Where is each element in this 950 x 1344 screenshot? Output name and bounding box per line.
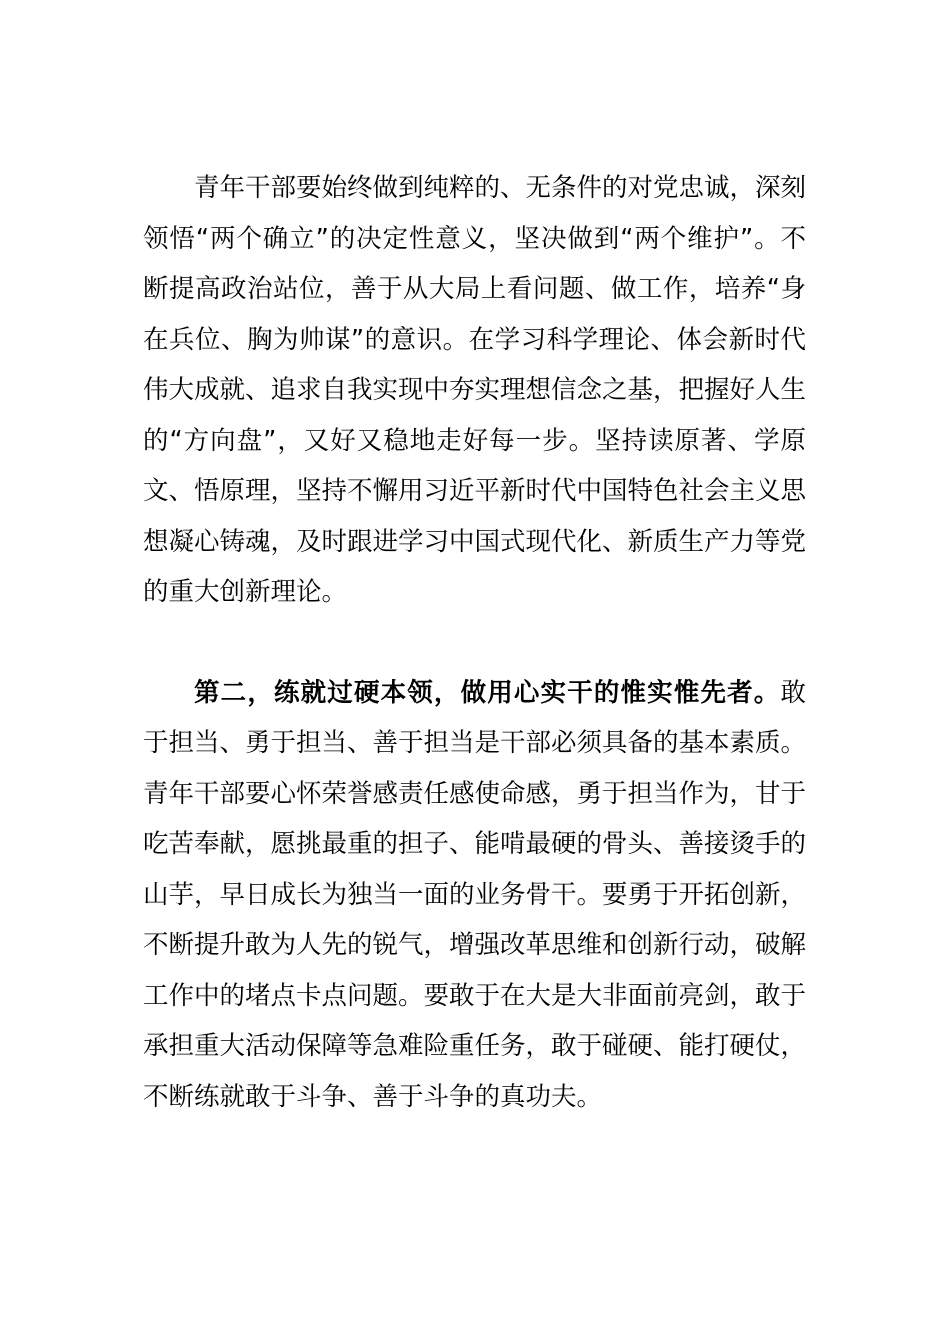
paragraph-text: 敢于担当、勇于担当、善于担当是干部必须具备的基本素质。青年干部要心怀荣誉感责任感使命感，勇于担当作为，甘于吃苦奉献，愿挑最重的担子、能啃最硬的骨头、善接烫手的山芋，早日成长为独当一面的业务骨干。要勇于开拓创新，不断提升敢为人先的锐气，增强改革思维和创新行动，破解工作中的堵点卡点问题。要敢于在大是大非面前亮剑，敢于承担重大活动保障等急难险重任务，敢于碰硬、能打硬仗，不断练就敢于斗争、善于斗争的真功夫。 [143, 677, 807, 1112]
document-body [143, 163, 806, 1122]
paragraph-loyalty [143, 163, 806, 618]
paragraph-text: 青年干部要始终做到纯粹的、无条件的对党忠诚，深刻领悟“两个确立”的决定性意义，坚决做到“两个维护”。不断提高政治站位，善于从大局上看问题、做工作，培养“身在兵位、胸为帅谋”的意识。在学习科学理论、体会新时代伟大成就、追求自我实现中夯实理想信念之基，把握好人生的“方向盘”，又好又稳地走好每一步。坚持读原著、学原文、悟原理，坚持不懈用习近平新时代中国特色社会主义思想凝心铸魂，及时跟进学习中国式现代化、新质生产力等党的重大创新理论。 [143, 173, 807, 607]
paragraph-lead-heading: 第二，练就过硬本领，做用心实干的惟实惟先者。 [194, 677, 781, 708]
paragraph-skills [143, 668, 806, 1123]
